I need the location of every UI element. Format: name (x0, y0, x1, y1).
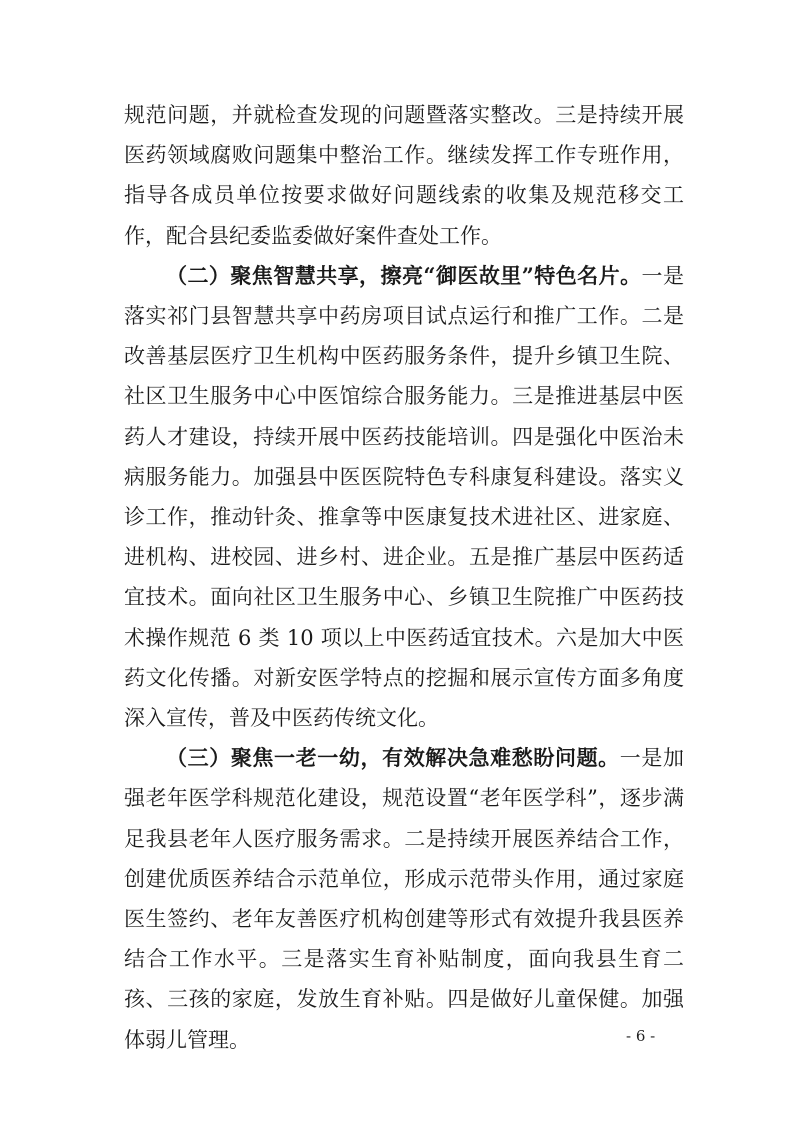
section-heading: （三）聚焦一老一幼，有效解决急难愁盼问题。 (166, 745, 620, 771)
paragraph-section-two (124, 256, 684, 738)
body-text (124, 95, 684, 1060)
paragraph-body: 一是加强老年医学科规范化建设，规范设置“老年医学科”，逐步满足我县老年人医疗服务需求。二是持续开展医养结合工作，创建优质医养结合示范单位，形成示范带头作用，通过家庭医生签约、老年友善医疗机构创建等形式有效提升我县医养结合工作水平。三是落实生育补贴制度，面向我县生育二孩、三孩的家庭，发放生育补贴。四是做好儿童保健。加强体弱儿管理。 (124, 746, 684, 1052)
paragraph-body: 一是落实祁门县智慧共享中药房项目试点运行和推广工作。二是改善基层医疗卫生机构中医药服务条件，提升乡镇卫生院、社区卫生服务中心中医馆综合服务能力。三是推进基层中医药人才建设，持续开展中医药技能培训。四是强化中医治未病服务能力。加强县中医医院特色专科康复科建设。落实义诊工作，推动针灸、推拿等中医康复技术进社区、进家庭、进机构、进校园、进乡村、进企业。五是推广基层中医药适宜技术。面向社区卫生服务中心、乡镇卫生院推广中医药技术操作规范 6 类 10 项以上中医药适宜技术。六是加大中医药文化传播。对新安医学特点的挖掘和展示宣传方面多角度深入宣传，普及中医药传统文化。 (124, 263, 684, 731)
paragraph-continuation (124, 95, 684, 256)
section-heading: （二）聚焦智慧共享，擦亮“御医故里”特色名片。 (166, 262, 642, 288)
paragraph-section-three (124, 738, 684, 1060)
page-number: - 6 - (626, 1027, 656, 1045)
paragraph-body: 规范问题，并就检查发现的问题暨落实整改。三是持续开展医药领域腐败问题集中整治工作。继续发挥工作专班作用，指导各成员单位按要求做好问题线索的收集及规范移交工作，配合县纪委监委做好案件查处工作。 (124, 103, 684, 248)
